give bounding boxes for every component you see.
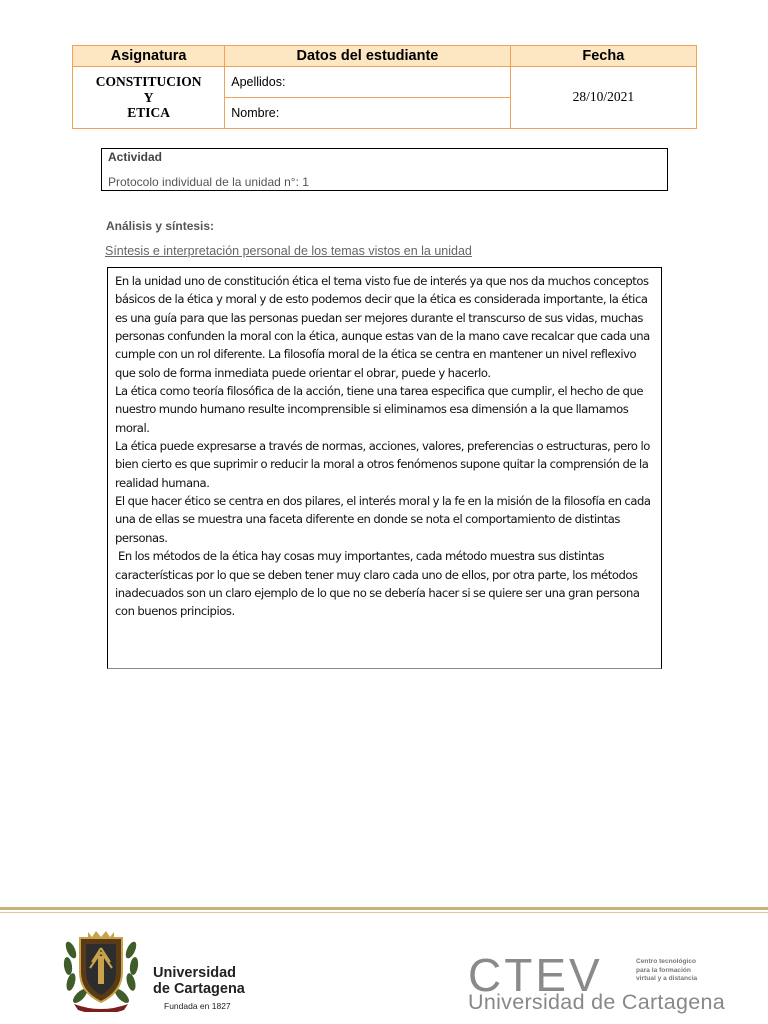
ctev-tagline-1: Centro tecnológico [636, 958, 697, 965]
subject-line-3: ETICA [127, 105, 170, 121]
university-line-1: Universidad [153, 965, 236, 981]
header-table [72, 45, 697, 129]
paragraph-1: En la unidad uno de constitución ética el tema visto fue de interés ya que nos da muchos conceptos básicos de la ética y moral y de esto podemos decir que la ética es considerada importante, la ética es una guía para que las personas puedan ser mejores durante el transcurso de sus vidas, muchas personas confunden la moral con la ética, aunque estas van de la mano cave recalcar que cada una cumple con un rol diferente. La filosofía moral de la ética se centra en mantener un nivel reflexivo que solo de forma inmediata puede orientar el obrar, puede y hacerlo. [115, 274, 650, 380]
ctev-university-name: Universidad de Cartagena [468, 990, 725, 1014]
subject-line-2: Y [143, 89, 154, 105]
paragraph-5: En los métodos de la ética hay cosas muy importantes, cada método muestra sus distintas características por lo que se deben tener muy claro cada uno de ellos, por otra parte, los métodos inadecuados son un claro ejemplo de lo que no se debería hacer si se quiere ser una gran persona con buenos principios. [115, 549, 643, 619]
paragraph-3: La ética puede expresarse a través de normas, acciones, valores, preferencias o estructuras, pero lo bien cierto es que suprimir o reducir la moral a otros fenómenos supone quitar la comprensión de la realidad humana. [115, 439, 650, 490]
ctev-logo [468, 954, 628, 994]
header-subject: Asignatura [73, 46, 225, 67]
footer-divider-thin [0, 912, 768, 913]
subject-line-1: CONSTITUCION [95, 74, 202, 90]
analysis-title: Análisis y síntesis: [106, 219, 215, 233]
ctev-tagline [636, 958, 697, 984]
university-name [153, 966, 245, 997]
subject-name [73, 66, 225, 128]
paragraph-2: La ética como teoría filosófica de la acción, tiene una tarea especifica que cumplir, el hecho de que nuestro mundo humano resulte incomprensible si eliminamos esa dimensión a la que llamamos moral. [115, 384, 644, 435]
university-crest-icon [62, 928, 140, 1012]
name-field[interactable]: Nombre: [225, 97, 510, 128]
header-student-data: Datos del estudiante [225, 46, 510, 67]
university-line-2: de Cartagena [153, 980, 245, 997]
surname-field[interactable]: Apellidos: [225, 66, 510, 97]
ctev-tagline-3: virtual y a distancia [636, 975, 698, 982]
ctev-tagline-2: para la formación [636, 966, 691, 974]
header-date: Fecha [510, 46, 696, 67]
analysis-subtitle: Síntesis e interpretación personal de los temas vistos en la unidad [105, 244, 472, 258]
footer-divider [0, 907, 768, 910]
ctev-logo-text: CTEV [468, 954, 603, 994]
paragraph-4: El que hacer ético se centra en dos pilares, el interés moral y la fe en la misión de la filosofía en cada una de ellas se muestra una faceta diferente en donde se nota el comportamiento de distintas personas. [115, 494, 651, 545]
analysis-text-box[interactable] [107, 267, 662, 669]
activity-title: Actividad [108, 150, 163, 164]
university-founded: Fundada en 1827 [164, 1001, 231, 1011]
activity-description: Protocolo individual de la unidad n°: 1 [108, 175, 309, 189]
date-value: 28/10/2021 [510, 66, 696, 128]
activity-box [101, 148, 668, 191]
